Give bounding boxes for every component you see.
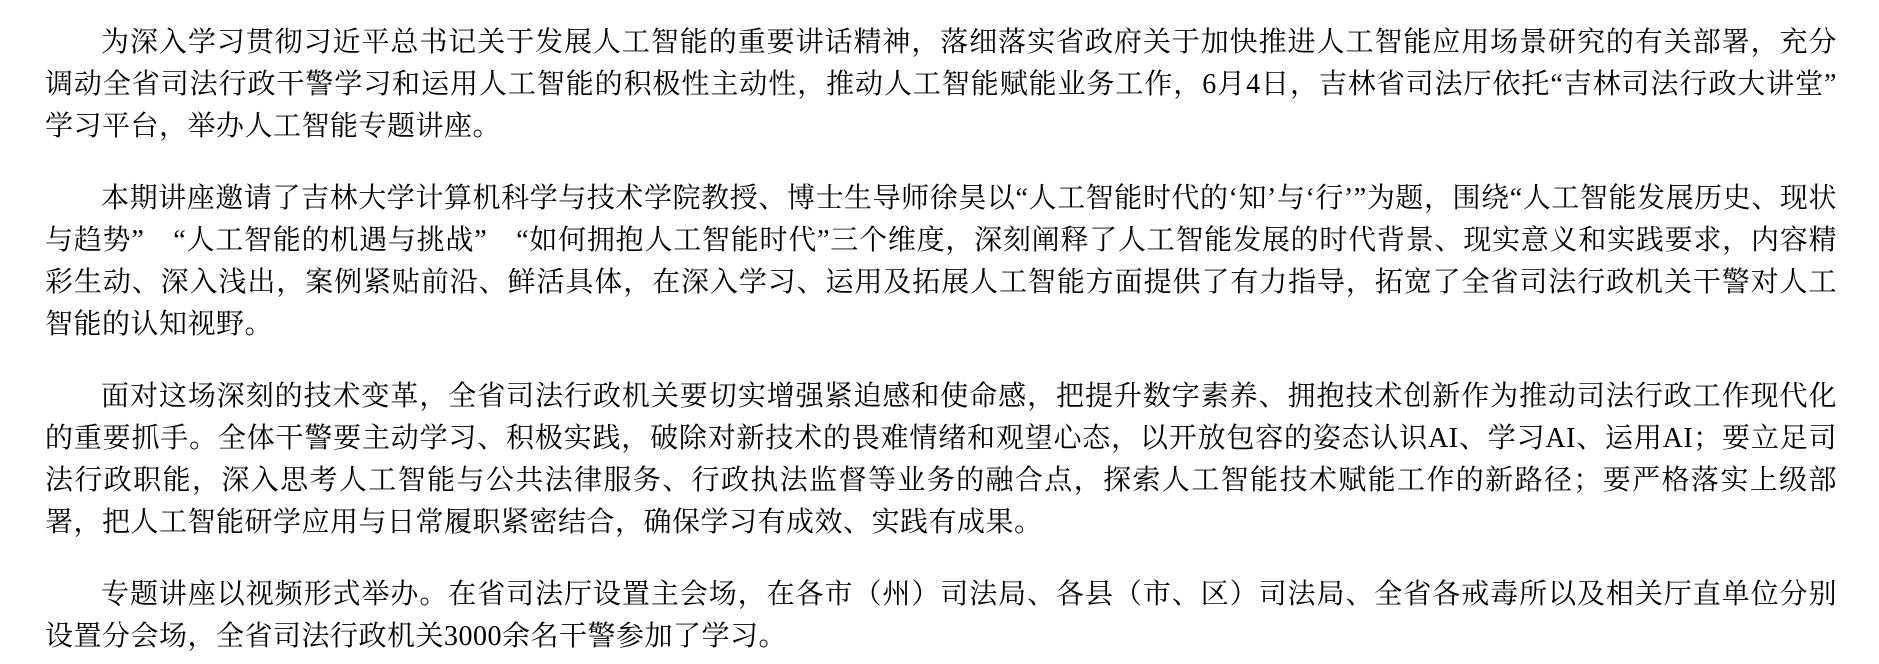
paragraph-lecture-content: 本期讲座邀请了吉林大学计算机科学与技术学院教授、博士生导师徐昊以“人工智能时代的‘知’与‘行’”为题，围绕“人工智能发展历史、现状与趋势” “人工智能的机遇与挑战” “如何拥抱人工智能时代”三个维度，深刻阐释了人工智能发展的时代背景、现实意义和实践要求，内容精彩生动、深入浅出，案例紧贴前沿、鲜活具体，在深入学习、运用及拓展人工智能方面提供了有力指导，拓宽了全省司法行政机关干警对人工智能的认知视野。	[45, 183, 1837, 340]
paragraph-attendance: 专题讲座以视频形式举办。在省司法厅设置主会场，在各市（州）司法局、各县（市、区）司法局、全省各戒毒所以及相关厅直单位分别设置分会场，全省司法行政机关3000余名干警参加了学习。	[45, 579, 1837, 652]
paragraph-requirements: 面对这场深刻的技术变革，全省司法行政机关要切实增强紧迫感和使命感，把提升数字素养、拥抱技术创新作为推动司法行政工作现代化的重要抓手。全体干警要主动学习、积极实践，破除对新技术的畏难情绪和观望心态，以开放包容的姿态认识AI、学习AI、运用AI；要立足司法行政职能，深入思考人工智能与公共法律服务、行政执法监督等业务的融合点，探索人工智能技术赋能工作的新路径；要严格落实上级部署，把人工智能研学应用与日常履职紧密结合，确保学习有成效、实践有成果。	[45, 381, 1837, 538]
paragraph-intro: 为深入学习贯彻习近平总书记关于发展人工智能的重要讲话精神，落细落实省政府关于加快推进人工智能应用场景研究的有关部署，充分调动全省司法行政干警学习和运用人工智能的积极性主动性，推动人工智能赋能业务工作，6月4日，吉林省司法厅依托“吉林司法行政大讲堂”学习平台，举办人工智能专题讲座。	[45, 27, 1837, 142]
